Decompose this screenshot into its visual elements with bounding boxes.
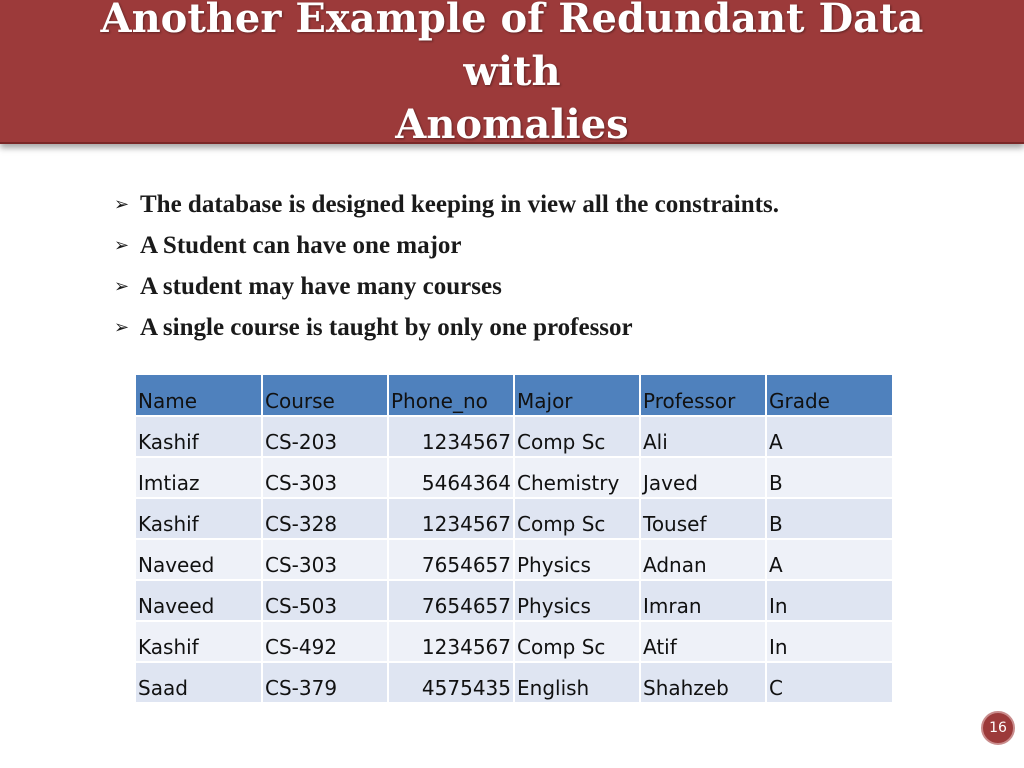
cell-major: Comp Sc <box>514 621 640 662</box>
title-banner <box>0 0 1024 148</box>
cell-phone: 1234567 <box>388 621 514 662</box>
cell-major: Physics <box>514 539 640 580</box>
cell-name: Imtiaz <box>136 457 262 498</box>
arrow-right-icon: ➢ <box>114 194 130 215</box>
column-header-name: Name <box>136 375 262 416</box>
cell-grade: B <box>766 498 892 539</box>
column-header-major: Major <box>514 375 640 416</box>
cell-phone: 1234567 <box>388 416 514 457</box>
slide-title-line-2: Anomalies <box>395 100 629 148</box>
cell-course: CS-503 <box>262 580 388 621</box>
cell-course: CS-203 <box>262 416 388 457</box>
cell-grade: A <box>766 416 892 457</box>
cell-grade: B <box>766 457 892 498</box>
bullet-list <box>114 184 779 348</box>
table-row <box>136 580 892 621</box>
cell-grade: In <box>766 580 892 621</box>
cell-grade: C <box>766 662 892 703</box>
cell-grade: In <box>766 621 892 662</box>
bullet-text: A student may have many courses <box>140 272 502 300</box>
page-number-badge: 16 <box>981 711 1015 745</box>
cell-phone: 4575435 <box>388 662 514 703</box>
arrow-right-icon: ➢ <box>114 276 130 297</box>
cell-course: CS-303 <box>262 539 388 580</box>
student-course-table <box>136 375 892 704</box>
bullet-text: A single course is taught by only one professor <box>140 313 633 341</box>
column-header-professor: Professor <box>640 375 766 416</box>
table-row <box>136 662 892 703</box>
cell-name: Kashif <box>136 621 262 662</box>
cell-professor: Tousef <box>640 498 766 539</box>
cell-professor: Ali <box>640 416 766 457</box>
cell-major: Comp Sc <box>514 498 640 539</box>
cell-professor: Shahzeb <box>640 662 766 703</box>
cell-name: Kashif <box>136 416 262 457</box>
cell-major: English <box>514 662 640 703</box>
bullet-item <box>114 307 779 348</box>
cell-major: Physics <box>514 580 640 621</box>
arrow-right-icon: ➢ <box>114 317 130 338</box>
cell-major: Chemistry <box>514 457 640 498</box>
cell-name: Naveed <box>136 580 262 621</box>
column-header-course: Course <box>262 375 388 416</box>
cell-course: CS-379 <box>262 662 388 703</box>
cell-phone: 5464364 <box>388 457 514 498</box>
slide-title <box>62 0 962 151</box>
slide-title-line-1: Another Example of Redundant Data with <box>100 0 924 95</box>
cell-major: Comp Sc <box>514 416 640 457</box>
bullet-item <box>114 266 779 307</box>
cell-phone: 7654657 <box>388 539 514 580</box>
cell-professor: Imran <box>640 580 766 621</box>
cell-name: Naveed <box>136 539 262 580</box>
cell-course: CS-328 <box>262 498 388 539</box>
cell-course: CS-492 <box>262 621 388 662</box>
cell-course: CS-303 <box>262 457 388 498</box>
cell-grade: A <box>766 539 892 580</box>
bullet-text: A Student can have one major <box>140 231 462 259</box>
cell-professor: Adnan <box>640 539 766 580</box>
bullet-item <box>114 225 779 266</box>
cell-phone: 7654657 <box>388 580 514 621</box>
column-header-grade: Grade <box>766 375 892 416</box>
arrow-right-icon: ➢ <box>114 235 130 256</box>
table-header-row <box>136 375 892 416</box>
cell-name: Kashif <box>136 498 262 539</box>
table-row <box>136 539 892 580</box>
bullet-text: The database is designed keeping in view all the constraints. <box>140 190 779 218</box>
column-header-phone: Phone_no <box>388 375 514 416</box>
cell-phone: 1234567 <box>388 498 514 539</box>
table-row <box>136 498 892 539</box>
cell-professor: Javed <box>640 457 766 498</box>
table-row <box>136 416 892 457</box>
table-row <box>136 457 892 498</box>
cell-name: Saad <box>136 662 262 703</box>
bullet-item <box>114 184 779 225</box>
cell-professor: Atif <box>640 621 766 662</box>
table-row <box>136 621 892 662</box>
